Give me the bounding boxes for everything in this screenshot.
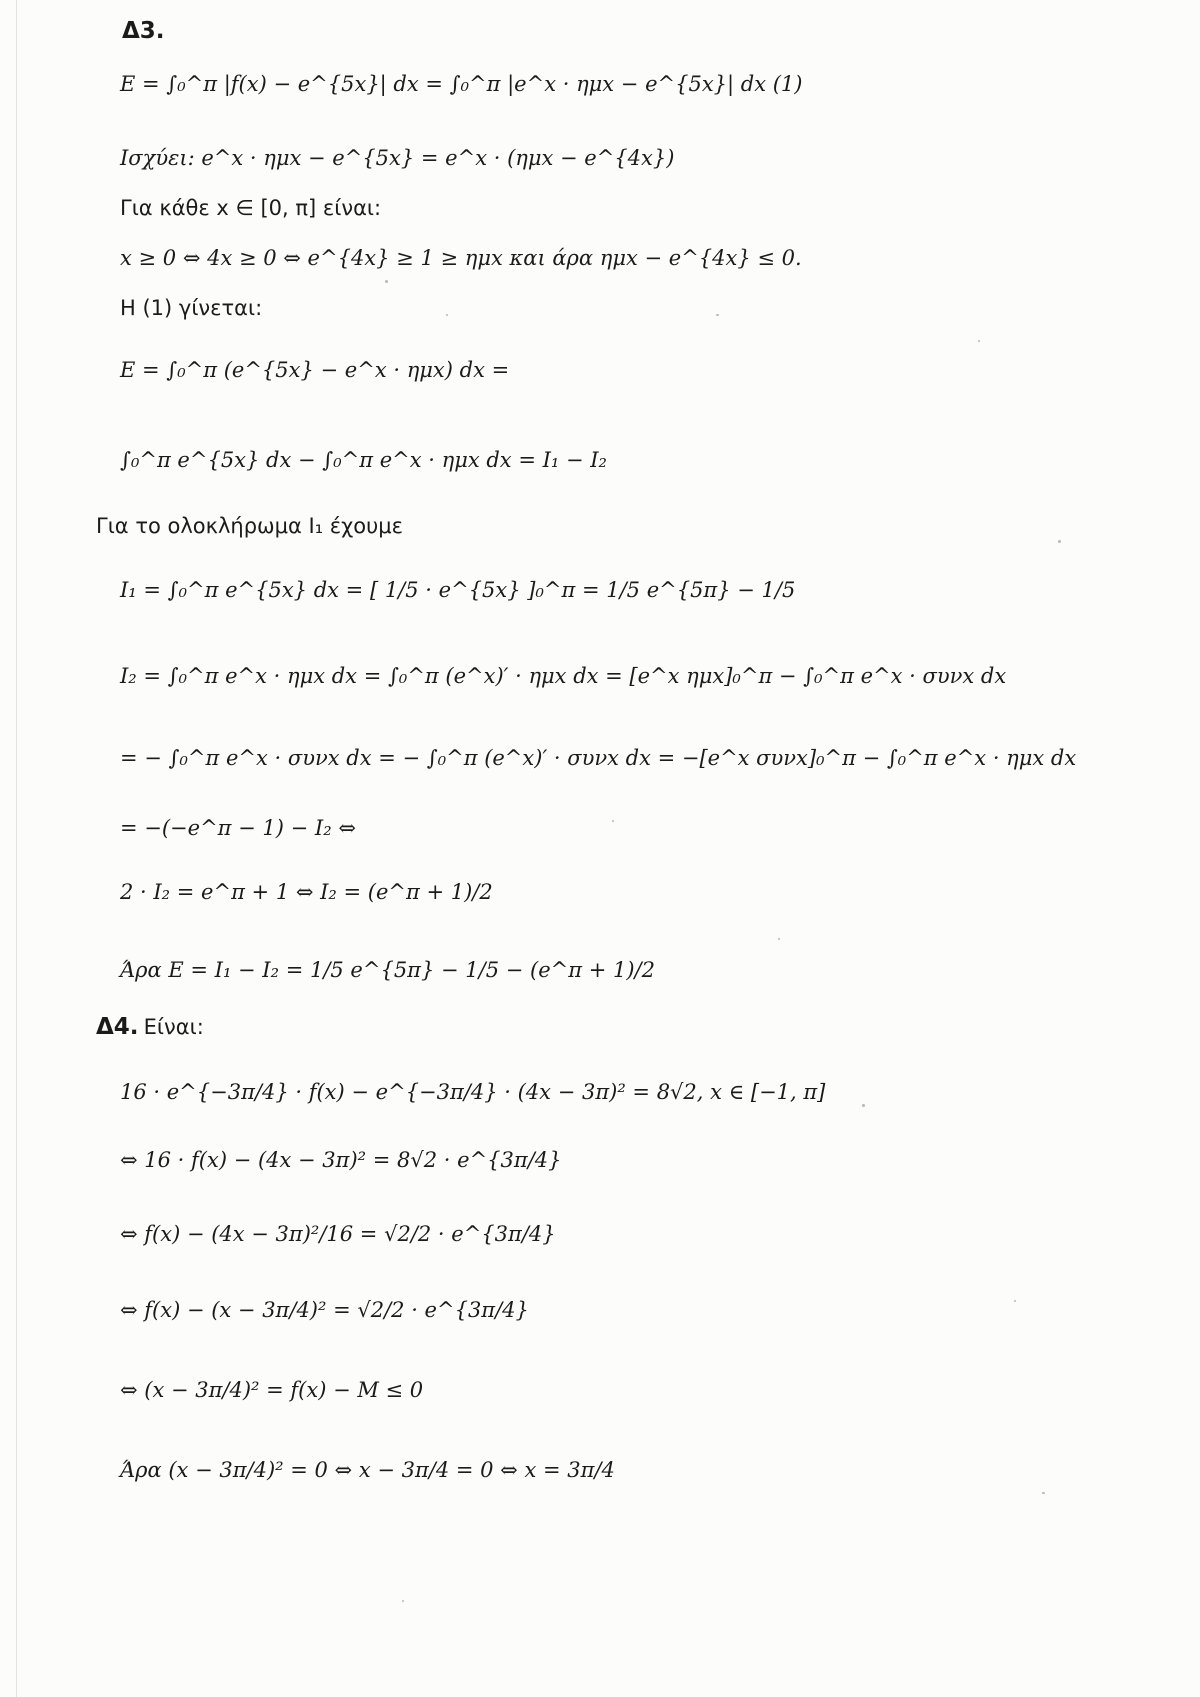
math-line: ⇔ f(x) − (x − 3π/4)² = √2/2 · e^{3π/4}	[120, 1298, 529, 1322]
text-line: Για κάθε x ∈ [0, π] είναι:	[120, 196, 382, 220]
math-line: = − ∫₀^π e^x · συνx dx = − ∫₀^π (e^x)′ · συνx dx = −[e^x συνx]₀^π − ∫₀^π e^x · ημx dx	[120, 746, 1077, 770]
math-line: 16 · e^{−3π/4} · f(x) − e^{−3π/4} · (4x − 3π)² = 8√2, x ∈ [−1, π]	[120, 1080, 826, 1104]
text-line: Για το ολοκλήρωμα I₁ έχουμε	[96, 514, 404, 538]
math-line: I₂ = ∫₀^π e^x · ημx dx = ∫₀^π (e^x)′ · ημx dx = [e^x ημx]₀^π − ∫₀^π e^x · συνx dx	[120, 664, 1007, 688]
scan-speck	[778, 938, 780, 940]
text-line: Η (1) γίνεται:	[120, 296, 263, 320]
page-edge	[16, 0, 17, 1697]
math-line: I₁ = ∫₀^π e^{5x} dx = [ 1/5 · e^{5x} ]₀^π = 1/5 e^{5π} − 1/5	[120, 578, 796, 602]
math-line: E = ∫₀^π (e^{5x} − e^x · ημx) dx =	[120, 358, 510, 382]
section-heading-d3: Δ3.	[122, 18, 165, 44]
scan-speck	[1014, 1300, 1016, 1302]
section-intro-d4	[96, 1014, 204, 1042]
math-line: = −(−e^π − 1) − I₂ ⇔	[120, 816, 356, 840]
scan-speck	[385, 280, 388, 283]
math-line: x ≥ 0 ⇔ 4x ≥ 0 ⇔ e^{4x} ≥ 1 ≥ ημx και άρα ημx − e^{4x} ≤ 0.	[120, 246, 802, 270]
math-line: Ισχύει: e^x · ημx − e^{5x} = e^x · (ημx − e^{4x})	[120, 146, 675, 170]
intro-text: Είναι:	[143, 1015, 204, 1039]
math-line: Άρα (x − 3π/4)² = 0 ⇔ x − 3π/4 = 0 ⇔ x = 3π/4	[120, 1458, 615, 1482]
scan-speck	[978, 340, 980, 342]
math-line: Άρα E = I₁ − I₂ = 1/5 e^{5π} − 1/5 − (e^π + 1)/2	[120, 958, 655, 982]
scan-speck	[716, 314, 719, 316]
math-line: ⇔ (x − 3π/4)² = f(x) − M ≤ 0	[120, 1378, 424, 1402]
scan-speck	[612, 820, 614, 822]
scan-speck	[402, 1600, 404, 1602]
scan-speck	[446, 314, 448, 316]
section-heading-d4: Δ4.	[96, 1014, 139, 1040]
scan-speck	[1058, 540, 1061, 543]
math-line: ⇔ 16 · f(x) − (4x − 3π)² = 8√2 · e^{3π/4}	[120, 1148, 562, 1172]
math-line: ⇔ f(x) − (4x − 3π)²/16 = √2/2 · e^{3π/4}	[120, 1222, 556, 1246]
scan-speck	[862, 1104, 865, 1107]
math-line: ∫₀^π e^{5x} dx − ∫₀^π e^x · ημx dx = I₁ − I₂	[120, 448, 607, 472]
math-line: E = ∫₀^π |f(x) − e^{5x}| dx = ∫₀^π |e^x · ημx − e^{5x}| dx (1)	[120, 72, 803, 96]
math-line: 2 · I₂ = e^π + 1 ⇔ I₂ = (e^π + 1)/2	[120, 880, 493, 904]
scan-speck	[1042, 1492, 1045, 1494]
